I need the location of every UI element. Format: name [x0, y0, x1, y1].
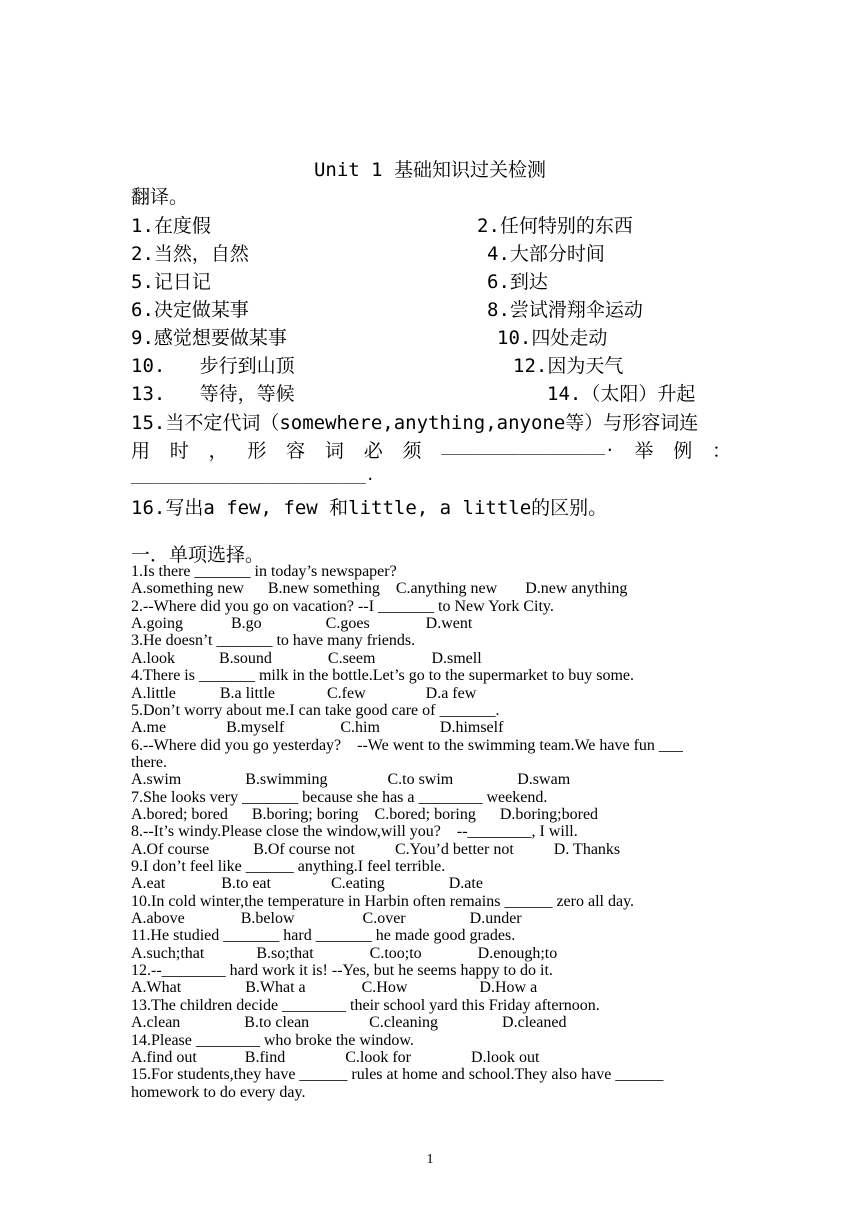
- choice-options-line[interactable]: A.something new B.new something C.anything new D.new anything: [131, 580, 628, 598]
- choice-options-line[interactable]: A.bored; bored B.boring; boring C.bored; boring D.boring;bored: [131, 805, 599, 823]
- translate-item-left: 2.当然，自然: [131, 243, 249, 265]
- choice-options-line[interactable]: A.me B.myself C.him D.himself: [131, 719, 504, 737]
- q15-answer-blank[interactable]: _________________.: [441, 436, 615, 455]
- choice-options-line[interactable]: A.above B.below C.over D.under: [131, 910, 522, 927]
- choice-question-line: 13.The children decide ________ their school yard this Friday afternoon.: [131, 996, 600, 1014]
- choice-question-line: 12.--________ hard work it is! --Yes, but he seems happy to do it.: [131, 962, 553, 979]
- translate-item-left: 6.决定做某事: [131, 299, 249, 321]
- q15-word: 容: [286, 440, 306, 462]
- choice-options-line[interactable]: A.find out B.find C.look for D.look out: [131, 1048, 540, 1066]
- choice-question-line: there.: [131, 753, 167, 771]
- q15-word: 时: [169, 440, 189, 462]
- choice-question-line: 7.She looks very _______ because she has a ________ weekend.: [131, 788, 548, 806]
- choice-question-line: 3.He doesn’t _______ to have many friends.: [131, 632, 416, 650]
- choice-question-line: 1.Is there _______ in today’s newspaper?: [131, 563, 397, 580]
- q15-word: 例: [673, 440, 693, 462]
- choice-question-line: 5.Don’t worry about me.I can take good care of _______.: [131, 701, 500, 719]
- q15-word: 必: [363, 440, 383, 462]
- q15-word: 举: [634, 440, 654, 462]
- translate-item-left: 1.在度假: [131, 215, 211, 237]
- choice-question-line: 14.Please ________ who broke the window.: [131, 1031, 414, 1049]
- choice-question-line: 15.For students,they have ______ rules at home and school.They also have ______: [131, 1066, 664, 1084]
- translate-item-left: 13. 等待，等候: [131, 383, 295, 405]
- choice-options-line[interactable]: A.What B.What a C.How D.How a: [131, 979, 538, 997]
- page-title: Unit 1 基础知识过关检测: [313, 159, 547, 181]
- choice-options-line[interactable]: A.Of course B.Of course not C.You’d better not D. Thanks: [131, 840, 621, 858]
- page-number: 1: [426, 1152, 434, 1167]
- q15-word: ：: [711, 440, 731, 462]
- q15-word: 须: [402, 440, 422, 462]
- choice-options-line[interactable]: A.little B.a little C.few D.a few: [131, 684, 477, 702]
- translate-item-right: 6.到达: [487, 271, 548, 293]
- translate-q15-line2: [131, 436, 731, 463]
- translate-q16: 16.写出a few, few 和little, a little的区别。: [131, 497, 608, 519]
- choice-question-line: homework to do every day.: [131, 1083, 306, 1101]
- q15-word: ，: [208, 440, 228, 462]
- choice-options-line[interactable]: A.eat B.to eat C.eating D.ate: [131, 875, 483, 893]
- translate-item-left: 10. 步行到山顶: [131, 355, 295, 377]
- translate-item-left: 5.记日记: [131, 271, 211, 293]
- choice-question-line: 11.He studied _______ hard _______ he made good grades.: [131, 927, 516, 945]
- translate-item-right: 12.因为天气: [513, 355, 624, 377]
- q15-word: 词: [324, 440, 344, 462]
- choice-question-line: 2.--Where did you go on vacation? --I _______ to New York City.: [131, 597, 554, 615]
- translate-heading: 翻译。: [131, 186, 189, 208]
- q15-word: 用: [131, 440, 151, 462]
- choice-options-line[interactable]: A.swim B.swimming C.to swim D.swam: [131, 771, 571, 789]
- choice-heading: 一．单项选择。: [131, 544, 265, 566]
- choice-question-line: 10.In cold winter,the temperature in Harbin often remains ______ zero all day.: [131, 892, 635, 910]
- translate-q15-line1: 15.当不定代词（somewhere,anything,anyone等）与形容词连: [131, 412, 699, 434]
- choice-question-line: 4.There is _______ milk in the bottle.Let’s go to the supermarket to buy some.: [131, 667, 635, 685]
- choice-options-line[interactable]: A.going B.go C.goes D.went: [131, 615, 473, 632]
- translate-item-left: 9.感觉想要做某事: [131, 327, 287, 349]
- choice-options-line[interactable]: A.look B.sound C.seem D.smell: [131, 649, 482, 667]
- choice-options-line[interactable]: A.clean B.to clean C.cleaning D.cleaned: [131, 1014, 567, 1032]
- choice-options-line[interactable]: A.such;that B.so;that C.too;to D.enough;to: [131, 944, 558, 962]
- q15-word: 形: [247, 440, 267, 462]
- choice-question-line: 8.--It’s windy.Please close the window,will you? --________, I will.: [131, 823, 578, 841]
- translate-item-right: 10.四处走动: [497, 327, 608, 349]
- translate-item-right: 2.任何特别的东西: [477, 215, 633, 237]
- translate-item-right: 4.大部分时间: [487, 243, 605, 265]
- q15-example-blank[interactable]: __________________________.: [131, 466, 375, 484]
- choice-question-line: 9.I don’t feel like ______ anything.I feel terrible.: [131, 858, 446, 875]
- translate-item-right: 14.（太阳）升起: [547, 383, 696, 405]
- translate-item-right: 8.尝试滑翔伞运动: [487, 299, 643, 321]
- choice-question-line: 6.--Where did you go yesterday? --We went to the swimming team.We have fun ___: [131, 736, 683, 754]
